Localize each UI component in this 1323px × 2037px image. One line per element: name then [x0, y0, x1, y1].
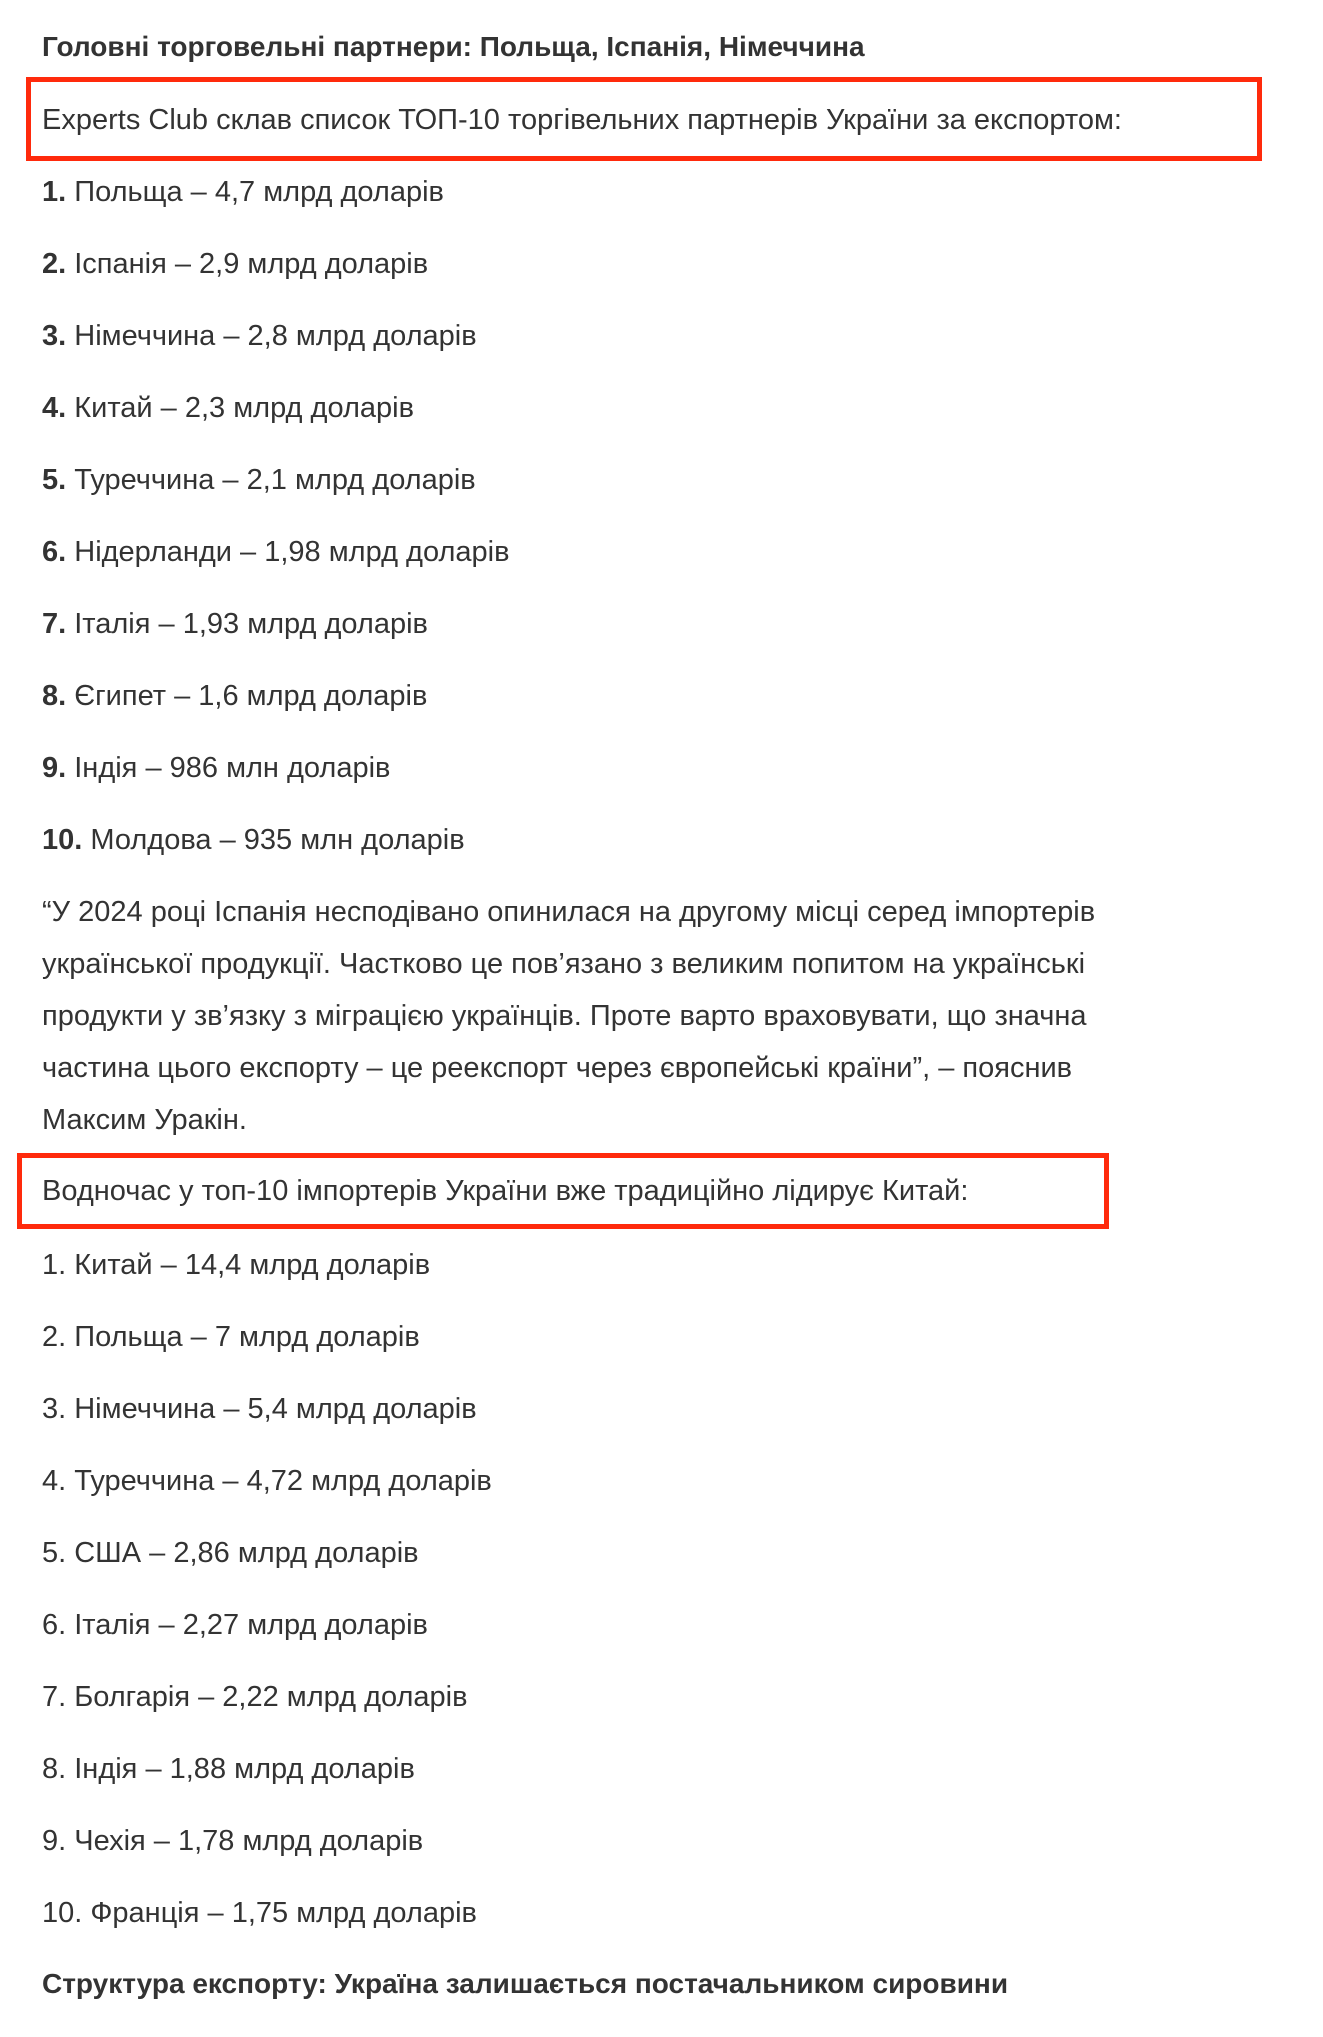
- quote-line: частина цього експорту – це реекспорт через європейські країни”, – пояснив: [42, 1052, 1073, 1084]
- section-heading-export-structure: Структура експорту: Україна залишається постачальником сировини: [42, 1968, 1009, 1999]
- list-item: 9. Чехія – 1,78 млрд доларів: [42, 1825, 424, 1857]
- list-item: [42, 678, 427, 714]
- list-item-text: Туреччина – 2,1 млрд доларів: [66, 464, 476, 496]
- list-item-text: Іспанія – 2,9 млрд доларів: [66, 248, 429, 280]
- list-item: 3. Німеччина – 5,4 млрд доларів: [42, 1393, 477, 1425]
- list-item-text: Німеччина – 2,8 млрд доларів: [66, 320, 477, 352]
- list-item-number: 3.: [42, 320, 67, 352]
- list-item: [42, 606, 428, 642]
- list-item: [42, 174, 444, 210]
- list-item: [42, 822, 465, 858]
- list-item: [42, 246, 428, 282]
- list-item: 5. США – 2,86 млрд доларів: [42, 1537, 419, 1569]
- list-item: [42, 534, 510, 570]
- list-item: 1. Китай – 14,4 млрд доларів: [42, 1249, 431, 1281]
- export-intro-text: Experts Club склав список ТОП-10 торгівельних партнерів України за експортом:: [42, 104, 1122, 136]
- quote-line: продукти у зв’язку з міграцією українців. Проте варто враховувати, що значна: [42, 1000, 1087, 1032]
- list-item: 8. Індія – 1,88 млрд доларів: [42, 1753, 415, 1785]
- list-item-number: 6.: [42, 536, 67, 568]
- list-item-number: 9.: [42, 752, 67, 784]
- list-item-number: 10.: [42, 824, 83, 856]
- list-item-number: 8.: [42, 680, 67, 712]
- list-item-text: Італія – 1,93 млрд доларів: [66, 608, 428, 640]
- list-item-number: 7.: [42, 608, 67, 640]
- list-item: 7. Болгарія – 2,22 млрд доларів: [42, 1681, 468, 1713]
- list-item-text: Єгипет – 1,6 млрд доларів: [66, 680, 428, 712]
- list-item-text: Польща – 4,7 млрд доларів: [66, 176, 444, 208]
- list-item: [42, 750, 390, 786]
- list-item: 10. Франція – 1,75 млрд доларів: [42, 1897, 477, 1929]
- list-item-text: Китай – 2,3 млрд доларів: [66, 392, 414, 424]
- list-item-number: 1.: [42, 176, 67, 208]
- list-item: [42, 462, 476, 498]
- section-heading-trade-partners: Головні торговельні партнери: Польща, Іспанія, Німеччина: [42, 31, 865, 62]
- list-item-number: 2.: [42, 248, 67, 280]
- list-item: 6. Італія – 2,27 млрд доларів: [42, 1609, 428, 1641]
- quote-line: української продукції. Частково це пов’язано з великим попитом на українські: [42, 948, 1086, 980]
- import-intro-text: Водночас у топ-10 імпортерів України вже традиційно лідирує Китай:: [42, 1175, 969, 1207]
- list-item: 4. Туреччина – 4,72 млрд доларів: [42, 1465, 492, 1497]
- quote-line: Максим Уракін.: [42, 1104, 247, 1136]
- list-item-text: Нідерланди – 1,98 млрд доларів: [66, 536, 510, 568]
- list-item: [42, 318, 477, 354]
- list-item-text: Індія – 986 млн доларів: [66, 752, 391, 784]
- list-item-text: Молдова – 935 млн доларів: [82, 824, 465, 856]
- list-item-number: 5.: [42, 464, 67, 496]
- list-item: [42, 390, 414, 426]
- list-item-number: 4.: [42, 392, 67, 424]
- list-item: 2. Польща – 7 млрд доларів: [42, 1321, 420, 1353]
- quote-line: “У 2024 році Іспанія несподівано опинилася на другому місці серед імпортерів: [42, 896, 1096, 928]
